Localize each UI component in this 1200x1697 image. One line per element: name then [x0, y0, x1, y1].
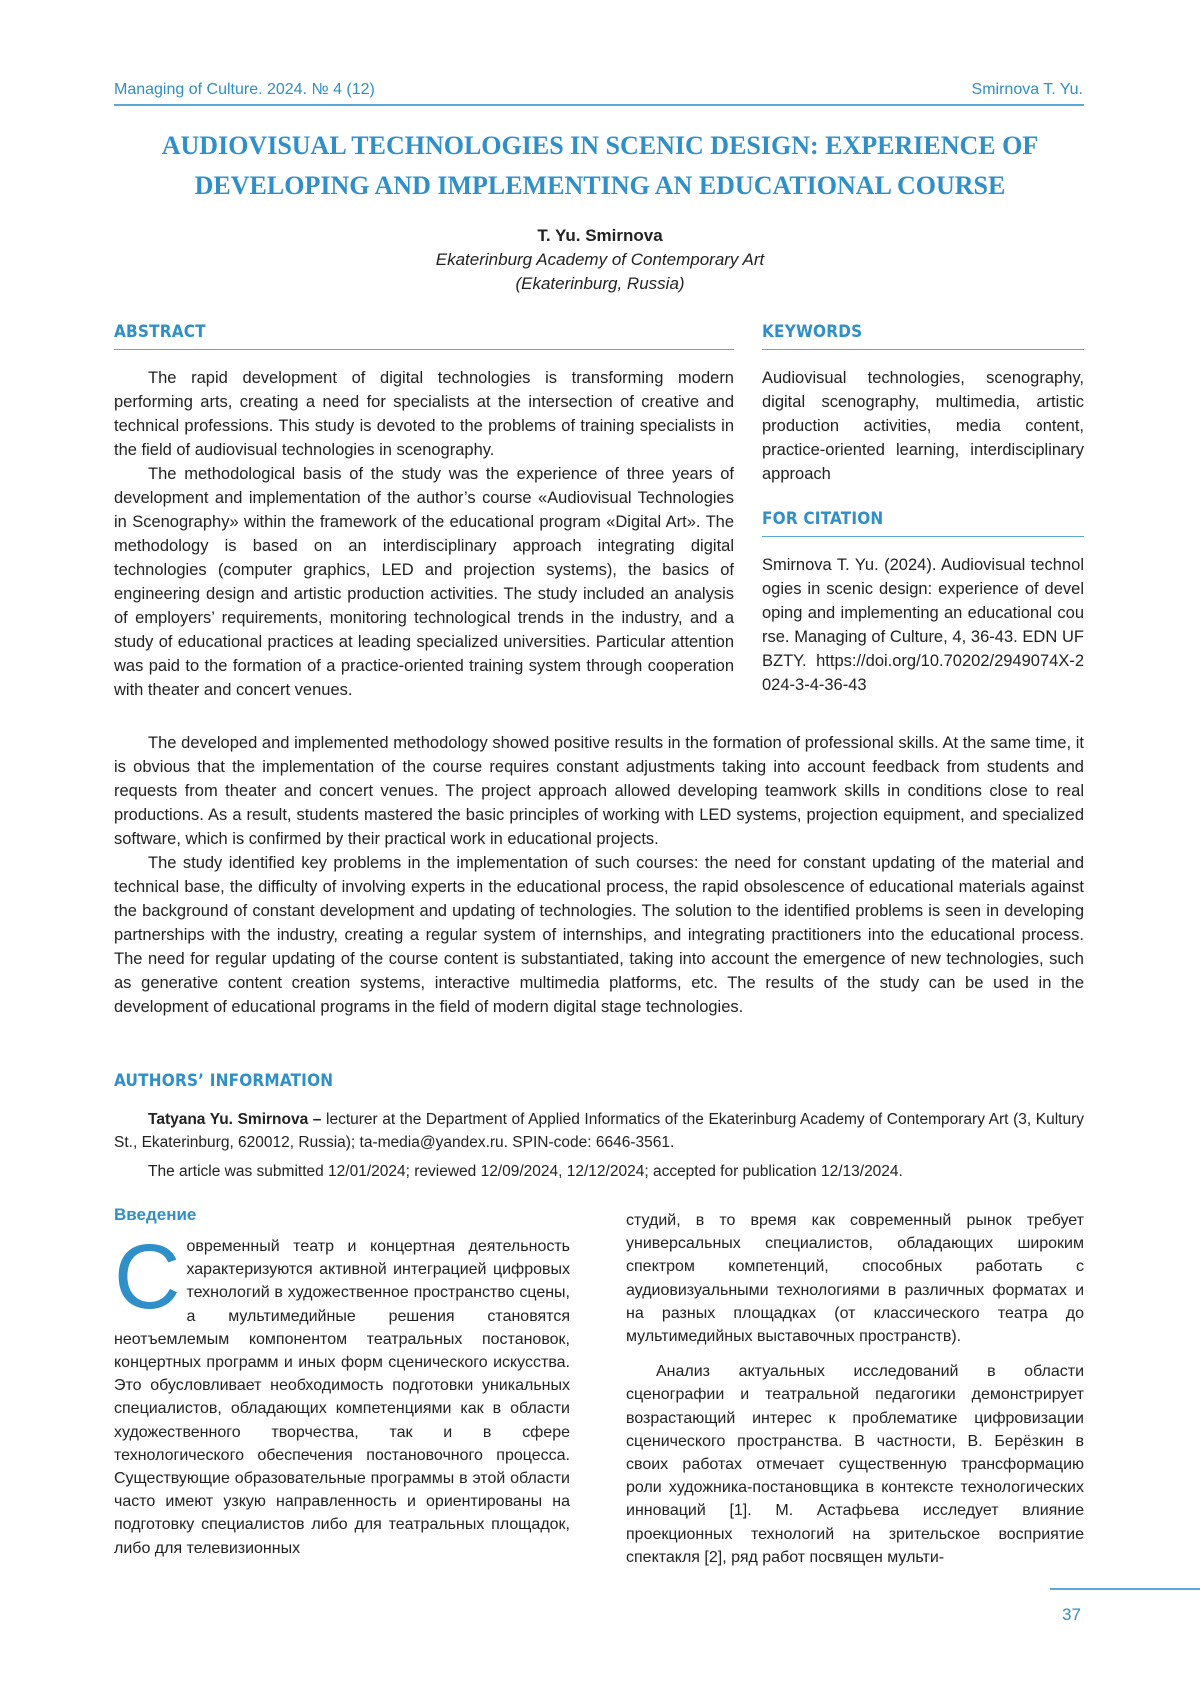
abstract-column [114, 366, 734, 702]
intro-heading: Введение [114, 1205, 197, 1224]
intro-left-column [114, 1226, 570, 1560]
intro-right-paragraph-1: студий, в то время как современный рынок требует универсальных специалистов, обладающих широким спектром компетенций, способных работать с аудиовизуальными технологиями в различных форматах и на разных площадках (от классического театра до мультимедийных выставочных пространств). [626, 1212, 1084, 1346]
keywords-text: Audiovisual technologies, scenography, digital scenography, multimedia, artistic production activities, media content, practice-oriented learning, interdisciplinary approach [762, 369, 1084, 483]
abstract-paragraph-1: The rapid development of digital technologies is transforming modern performing arts, creating a need for specialists at the intersection of creative and technical professions. This study is devoted to the problems of training specialists in the field of audiovisual technologies in scenography. [114, 369, 734, 459]
intro-right-paragraph-2: Анализ актуальных исследований в области сценографии и театральной педагогики демонстрирует возрастающий интерес к проблематике цифровизации сценического пространства. В частности, В. Берёзкин в своих работах отмечает существенную трансформацию роли художника-постановщика в контексте технологических инноваций [1]. М. Астафьева исследует влияние проекционных технологий на зрительское восприятие спектакля [2], ряд работ посвящен мульти- [626, 1363, 1084, 1566]
footer-rule [1050, 1588, 1200, 1590]
abstract-rule [114, 349, 734, 350]
abstract-paragraph-2: The methodological basis of the study was the experience of three years of development and implementation of the author’s course «Audiovisual Technologies in Scenography» within the framework of the educational program «Digital Art». The methodology is based on an interdisciplinary approach integrating digital technologies (computer graphics, LED and projection systems), the basics of engineering design and artistic production activities. The study included an analysis of employers’ requirements, monitoring technological trends in the industry, and a study of educational practices at leading specialized universities. Particular attention was paid to the formation of a practice-oriented training system through cooperation with theater and concert venues. [114, 465, 734, 699]
author-affiliation: Ekaterinburg Academy of Contemporary Art [435, 250, 765, 269]
authors-info-dates: The article was submitted 12/01/2024; reviewed 12/09/2024, 12/12/2024; accepted for publication 12/13/2024. [148, 1163, 903, 1180]
citation-text: Smirnova T. Yu. (2024). Audiovisual technologies in scenic design: experience of developing and implementing an educational course. Managing of Culture, 4, 36-43. EDN UFBZTY. https://doi.org/10.70202/2949074X-2024-3-4-36-43 [762, 556, 1084, 694]
intro-left-paragraph: овременный театр и концертная деятельность характеризуются активной интеграцией цифровых технологий в художественное пространство сцены, а мультимедийные решения становятся неотъемлемым компонентом театральных постановок, концертных программ и иных форм сценического искусства. Это обусловливает необходимость подготовки уникальных специалистов, обладающих компетенциями как в области художественного творчества, так и в сфере технологического обеспечения постановочного процесса. Существующие образовательные программы в этой области часто имеют узкую направленность и ориентированы на подготовку специалистов либо для театральных площадок, либо для телевизионных [114, 1238, 570, 1557]
dropcap-letter: С [114, 1226, 181, 1328]
title-line-2: DEVELOPING AND IMPLEMENTING AN EDUCATIONAL COURSE [194, 171, 1006, 200]
abstract-heading: ABSTRACT [114, 322, 206, 342]
keywords-rule [762, 349, 1084, 350]
keywords-heading: KEYWORDS [762, 322, 863, 342]
page-number: 37 [1062, 1605, 1081, 1624]
article-title [110, 126, 1090, 206]
running-header-journal: Managing of Culture. 2024. № 4 (12) [114, 81, 375, 98]
author-name: T. Yu. Smirnova [537, 226, 663, 245]
authors-info-text [114, 1108, 1084, 1154]
authors-info-name: Tatyana Yu. Smirnova – [148, 1111, 322, 1128]
authors-info-heading: AUTHORS’ INFORMATION [114, 1071, 334, 1091]
abstract-fullwidth [114, 731, 1084, 1019]
header-rule [114, 104, 1084, 106]
intro-right-column [626, 1209, 1084, 1569]
authors-info-details: lecturer at the Department of Applied Informatics of the Ekaterinburg Academy of Contemporary Art (3, Kultury St., Ekaterinburg, 620012, Russia); ta-media@yandex.ru. SPIN-code: 6646-3561. [114, 1111, 1084, 1151]
running-header-author: Smirnova T. Yu. [971, 81, 1083, 98]
abstract-paragraph-4: The study identified key problems in the implementation of such courses: the need for constant updating of the material and technical base, the difficulty of involving experts in the educational process, the rapid obsolescence of educational materials against the background of constant development and updating of technologies. The solution to the identified problems is seen in developing partnerships with the industry, creating a regular system of internships, and integrating practitioners into the educational process. The need for regular updating of the course content is substantiated, taking into account the emergence of new technologies, such as generative content creation systems, interactive multimedia platforms, etc. The results of the study can be used in the development of educational programs in the field of modern digital stage technologies. [114, 854, 1084, 1016]
abstract-paragraph-3: The developed and implemented methodology showed positive results in the formation of professional skills. At the same time, it is obvious that the implementation of the course requires constant adjustments taking into account feedback from students and requests from theater and concert venues. The project approach allowed developing teamwork skills in conditions close to real productions. As a result, students mastered the basic principles of working with LED systems, projection equipment, and specialized software, which is confirmed by their practical work in educational projects. [114, 734, 1084, 848]
author-location: (Ekaterinburg, Russia) [515, 274, 685, 293]
citation-heading: FOR CITATION [762, 509, 884, 529]
title-line-1: AUDIOVISUAL TECHNOLOGIES IN SCENIC DESIGN: EXPERIENCE OF [161, 131, 1039, 160]
citation-rule [762, 536, 1084, 537]
